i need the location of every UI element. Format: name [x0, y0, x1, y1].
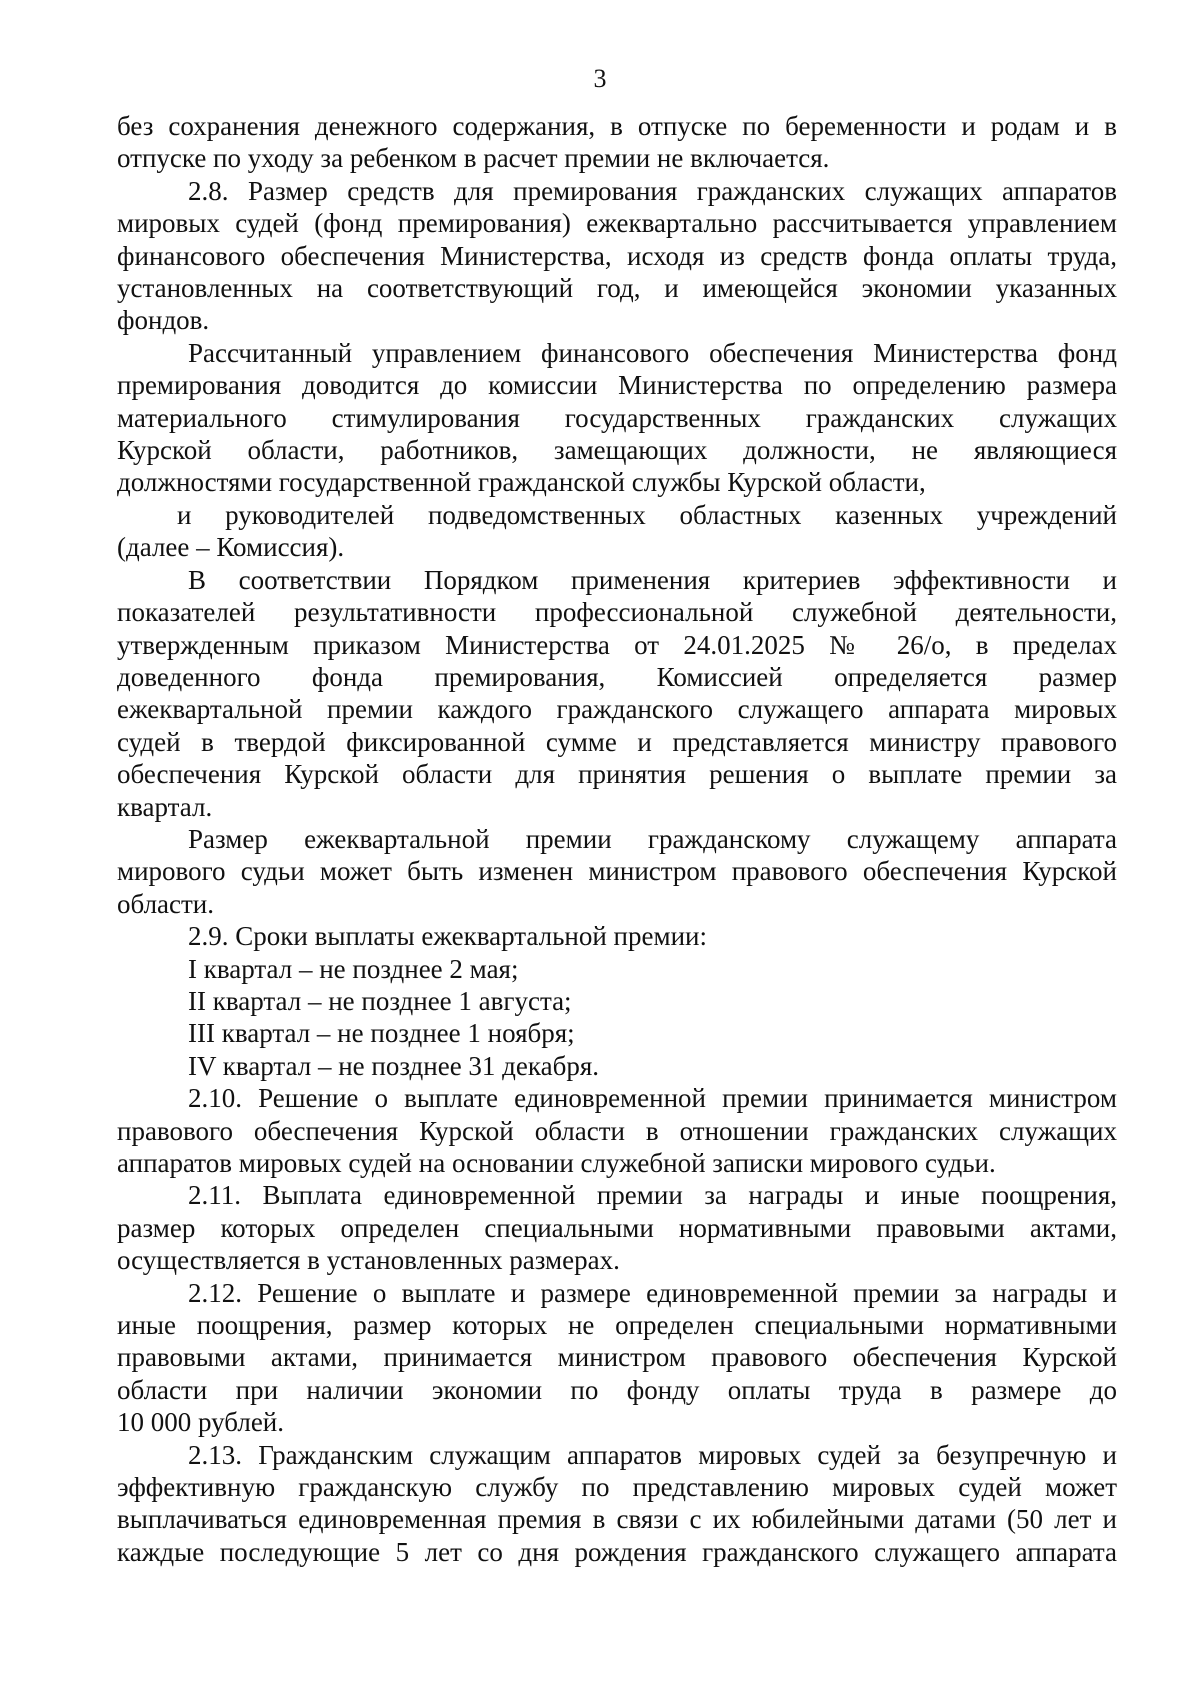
text-line-5: финансового обеспечения Министерства, исходя из средств фонда оплаты труда, [117, 240, 1117, 271]
text-line-35: размер которых определен специальными нормативными правовыми актами, [117, 1212, 1117, 1243]
text-line-33: аппаратов мировых судей на основании служебной записки мирового судьи. [117, 1148, 996, 1178]
text-line-45: каждые последующие 5 лет со дня рождения гражданского служащего аппарата [117, 1536, 1117, 1567]
text-line-14: (далее – Комиссия). [117, 532, 345, 563]
text-line-3: 2.8. Размер средств для премирования гражданских служащих аппаратов [188, 175, 1117, 206]
text-line-27: I квартал – не позднее 2 мая; [188, 953, 519, 984]
text-line-13: и руководителей подведомственных областных казенных учреждений [177, 499, 1117, 530]
text-line-38: иные поощрения, размер которых не определен специальными нормативными [117, 1310, 1117, 1341]
text-line-34: 2.11. Выплата единовременной премии за награды и иные поощрения, [188, 1180, 1117, 1211]
text-line-16: показателей результативности профессиональной служебной деятельности, [117, 597, 1117, 628]
text-line-2: отпуске по уходу за ребенком в расчет премии не включается. [117, 143, 830, 174]
text-line-25: области. [117, 888, 215, 919]
text-line-42: 2.13. Гражданским служащим аппаратов мировых судей за безупречную и [188, 1439, 1117, 1470]
text-line-21: обеспечения Курской области для принятия решения о выплате премии за [117, 759, 1117, 790]
text-line-43: эффективную гражданскую службу по представлению мировых судей может [117, 1472, 1117, 1503]
text-line-18: доведенного фонда премирования, Комиссией определяется размер [117, 661, 1117, 692]
text-line-15: В соответствии Порядком применения критериев эффективности и [188, 564, 1117, 595]
text-line-39: правовыми актами, принимается министром правового обеспечения Курской [117, 1342, 1117, 1373]
text-line-44: выплачиваться единовременная премия в связи с их юбилейными датами (50 лет и [117, 1504, 1117, 1535]
page-number: 3 [593, 64, 607, 93]
text-line-7: фондов. [117, 305, 210, 336]
text-line-11: Курской области, работников, замещающих должности, не являющиеся [117, 435, 1117, 466]
text-line-23: Размер ежеквартальной премии гражданскому служащему аппарата [188, 823, 1117, 854]
text-line-12: должностями государственной гражданской службы Курской области, [117, 467, 926, 498]
text-line-37: 2.12. Решение о выплате и размере единовременной премии за награды и [188, 1277, 1117, 1308]
text-line-22: квартал. [117, 791, 213, 822]
text-line-36: осуществляется в установленных размерах. [117, 1245, 620, 1276]
text-line-32: правового обеспечения Курской области в отношении гражданских служащих [117, 1115, 1117, 1146]
text-line-30: IV квартал – не позднее 31 декабря. [188, 1050, 599, 1081]
text-line-40: области при наличии экономии по фонду оплаты труда в размере до [117, 1374, 1117, 1405]
text-line-41: 10 000 рублей. [117, 1407, 285, 1438]
text-line-29: III квартал – не позднее 1 ноября; [188, 1018, 575, 1049]
text-line-26: 2.9. Сроки выплаты ежеквартальной премии: [188, 921, 707, 952]
text-line-17: утвержденным приказом Министерства от 24.01.2025 № 26/о, в пределах [117, 629, 1117, 660]
text-line-24: мирового судьи может быть изменен министром правового обеспечения Курской [117, 856, 1117, 887]
text-line-20: судей в твердой фиксированной сумме и представляется министру правового [117, 726, 1117, 757]
text-line-31: 2.10. Решение о выплате единовременной премии принимается министром [188, 1083, 1117, 1114]
text-line-10: материального стимулирования государственных гражданских служащих [117, 402, 1117, 433]
document-body [117, 110, 1117, 1568]
text-line-8: Рассчитанный управлением финансового обеспечения Министерства фонд [188, 337, 1117, 368]
text-line-4: мировых судей (фонд премирования) ежеквартально рассчитывается управлением [117, 208, 1117, 239]
text-line-19: ежеквартальной премии каждого гражданского служащего аппарата мировых [117, 694, 1117, 725]
text-line-1: без сохранения денежного содержания, в отпуске по беременности и родам и в [117, 111, 1117, 141]
text-line-28: II квартал – не позднее 1 августа; [188, 985, 572, 1016]
text-line-6: установленных на соответствующий год, и имеющейся экономии указанных [117, 273, 1117, 304]
text-line-9: премирования доводится до комиссии Министерства по определению размера [117, 370, 1117, 401]
